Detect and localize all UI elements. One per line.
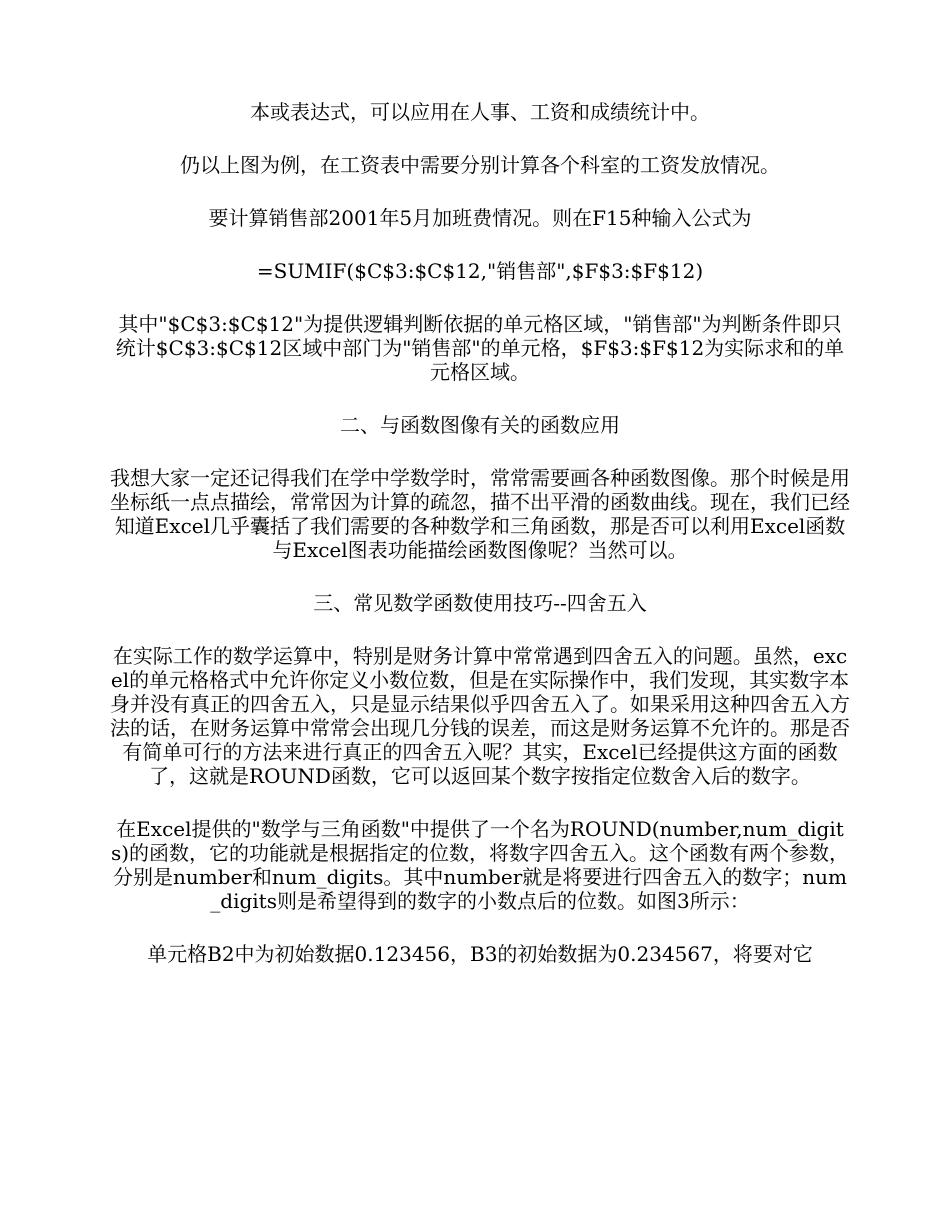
section-heading-function-graphs: 二、与函数图像有关的函数应用 xyxy=(340,413,620,437)
paragraph-function-graphs: 我想大家一定还记得我们在学中学数学时，常常需要画各种函数图像。那个时候是用坐标纸一点点描绘，常常因为计算的疏忽，描不出平滑的函数曲线。现在，我们已经知道Excel几乎囊括了我们需要的各种数学和三角函数，那是否可以利用Excel函数与Excel图表功能描绘函数图像呢？当然可以。 xyxy=(110,466,850,562)
paragraph-salary-example: 仍以上图为例，在工资表中需要分别计算各个科室的工资发放情况。 xyxy=(180,153,780,177)
paragraph-rounding-problem: 在实际工作的数学运算中，特别是财务计算中常常遇到四舍五入的问题。虽然，excel的单元格格式中允许你定义小数位数，但是在实际操作中，我们发现，其实数字本身并没有真正的四舍五入，只是显示结果似乎四舍五入了。如果采用这种四舍五入方法的话，在财务运算中常常会出现几分钱的误差，而这是财务运算不允许的。那是否有简单可行的方法来进行真正的四舍五入呢？其实，Excel已经提供这方面的函数了，这就是ROUND函数，它可以返回某个数字按指定位数舍入后的数字。 xyxy=(110,644,850,788)
paragraph-sumif-explanation: 其中"$C$3:$C$12"为提供逻辑判断依据的单元格区域，"销售部"为判断条件即只统计$C$3:$C$12区域中部门为"销售部"的单元格，$F$3:$F$12为实际求和的单元格区域。 xyxy=(115,312,845,384)
paragraph-cell-example: 单元格B2中为初始数据0.123456，B3的初始数据为0.234567，将要对它 xyxy=(147,942,813,966)
section-heading-rounding: 三、常见数学函数使用技巧--四舍五入 xyxy=(313,591,647,615)
paragraph-round-function: 在Excel提供的"数学与三角函数"中提供了一个名为ROUND(number,num_digits)的函数，它的功能就是根据指定的位数，将数字四舍五入。这个函数有两个参数，分别是number和num_digits。其中number就是将要进行四舍五入的数字；num_digits则是希望得到的数字的小数点后的位数。如图3所示： xyxy=(110,817,850,913)
document-page xyxy=(110,100,850,995)
paragraph-intro-continuation: 本或表达式，可以应用在人事、工资和成绩统计中。 xyxy=(250,100,710,124)
paragraph-sales-overtime: 要计算销售部2001年5月加班费情况。则在F15种输入公式为 xyxy=(208,206,752,230)
formula-sumif: =SUMIF($C$3:$C$12,"销售部",$F$3:$F$12) xyxy=(256,259,704,283)
